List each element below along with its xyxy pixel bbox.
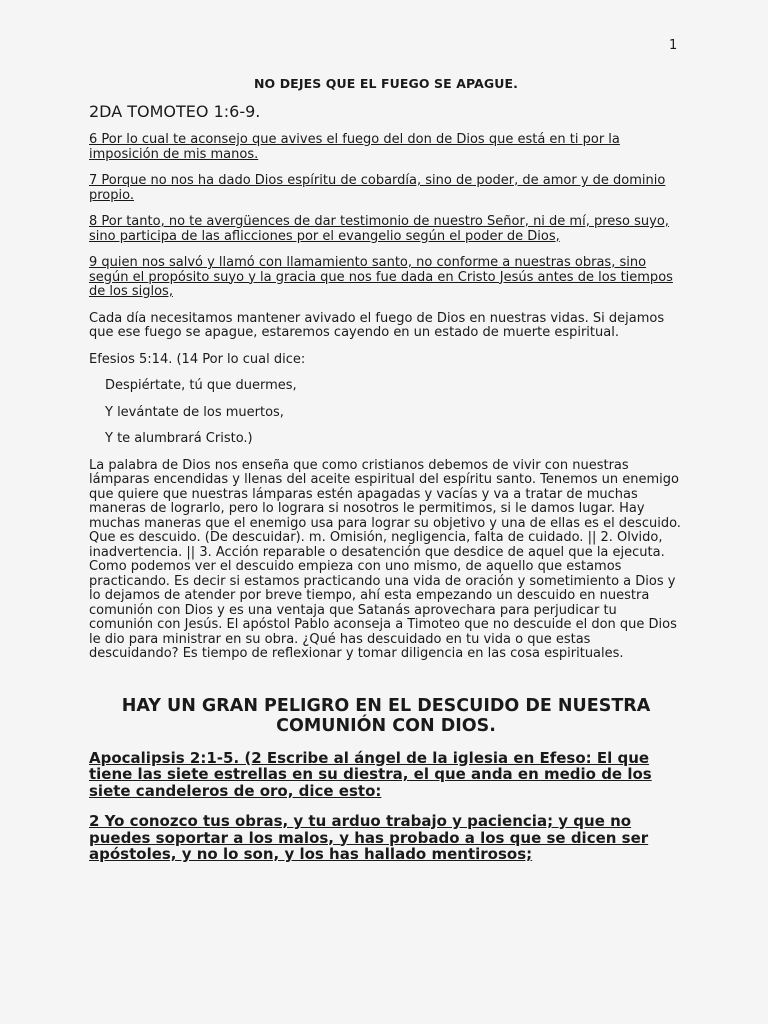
verse-7: 7 Porque no nos ha dado Dios espíritu de cobardía, sino de poder, de amor y de dominio propio. bbox=[89, 173, 666, 203]
document-title: NO DEJES QUE EL FUEGO SE APAGUE. bbox=[253, 76, 519, 91]
section-heading: HAY UN GRAN PELIGRO EN EL DESCUIDO DE NUESTRA COMUNIÓN CON DIOS. bbox=[121, 695, 651, 736]
quote-line: Y levántate de los muertos, bbox=[105, 404, 284, 420]
page-number: 1 bbox=[669, 38, 678, 53]
paragraph-main: La palabra de Dios nos enseña que como cristianos debemos de vivir con nuestras lámparas encendidas y llenas del aceite espiritual del espíritu santo. Tenemos un enemigo que quiere que nuestras lámparas estén apagadas y vacías y va a tratar de muchas maneras de lograrlo, pero lo lograra si nosotros le permitimos, si le damos lugar. Hay muchas maneras que el enemigo usa para lograr su objetivo y una de ellas es el descuido. Que es descuido. (De descuidar). m. Omisión, negligencia, falta de cuidado. || 2. Olvido, inadvertencia. || 3. Acción reparable o desatención que desdice de aquel que la ejecuta. Como podemos ver el descuido empieza con uno mismo, de aquello que estamos practicando. Es decir si estamos practicando una vida de oración y sometimiento a Dios y lo dejamos de atender por breve tiempo, ahí esta empezando un descuido en nuestra comunión con Dios y es una ventaja que Satanás aprovechara para perjudicar tu comunión con Jesús. El apóstol Pablo aconseja a Timoteo que no descuide el don que Dios le dio para ministrar en su obra. ¿Qué has descuidado en tu vida o que estas descuidando? Es tiempo de reflexionar y tomar diligencia en las cosa espirituales. bbox=[89, 457, 681, 661]
verse-8: 8 Por tanto, no te avergüences de dar testimonio de nuestro Señor, ni de mí, preso suyo, sino participa de las aflicciones por el evangelio según el poder de Dios, bbox=[89, 214, 669, 244]
ephesians-reference: Efesios 5:14. (14 Por lo cual dice: bbox=[89, 351, 306, 367]
bold-verse: Apocalipsis 2:1-5. (2 Escribe al ángel de la iglesia en Efeso: El que tiene las siete estrellas en su diestra, el que anda en medio de los siete candeleros de oro, dice esto: bbox=[89, 748, 652, 800]
paragraph-intro: Cada día necesitamos mantener avivado el fuego de Dios en nuestras vidas. Si dejamos que ese fuego se apague, estaremos cayendo en un estado de muerte espiritual. bbox=[89, 310, 665, 340]
quote-line: Y te alumbrará Cristo.) bbox=[105, 431, 253, 446]
bold-verse: 2 Yo conozco tus obras, y tu arduo trabajo y paciencia; y que no puedes soportar a los malos, y has probado a los que se dicen ser apóstoles, y no lo son, y los has hallado mentirosos; bbox=[89, 812, 649, 863]
quote-line: Despiértate, tú que duermes, bbox=[105, 378, 297, 393]
document-body bbox=[89, 76, 683, 877]
verse-6: 6 Por lo cual te aconsejo que avives el fuego del don de Dios que está en ti por la imposición de mis manos. bbox=[89, 132, 620, 162]
verse-9: 9 quien nos salvó y llamó con llamamiento santo, no conforme a nuestras obras, sino según el propósito suyo y la gracia que nos fue dada en Cristo Jesús antes de los tiempos de los siglos, bbox=[89, 255, 673, 299]
scripture-reference: 2DA TOMOTEO 1:6-9. bbox=[89, 102, 261, 121]
